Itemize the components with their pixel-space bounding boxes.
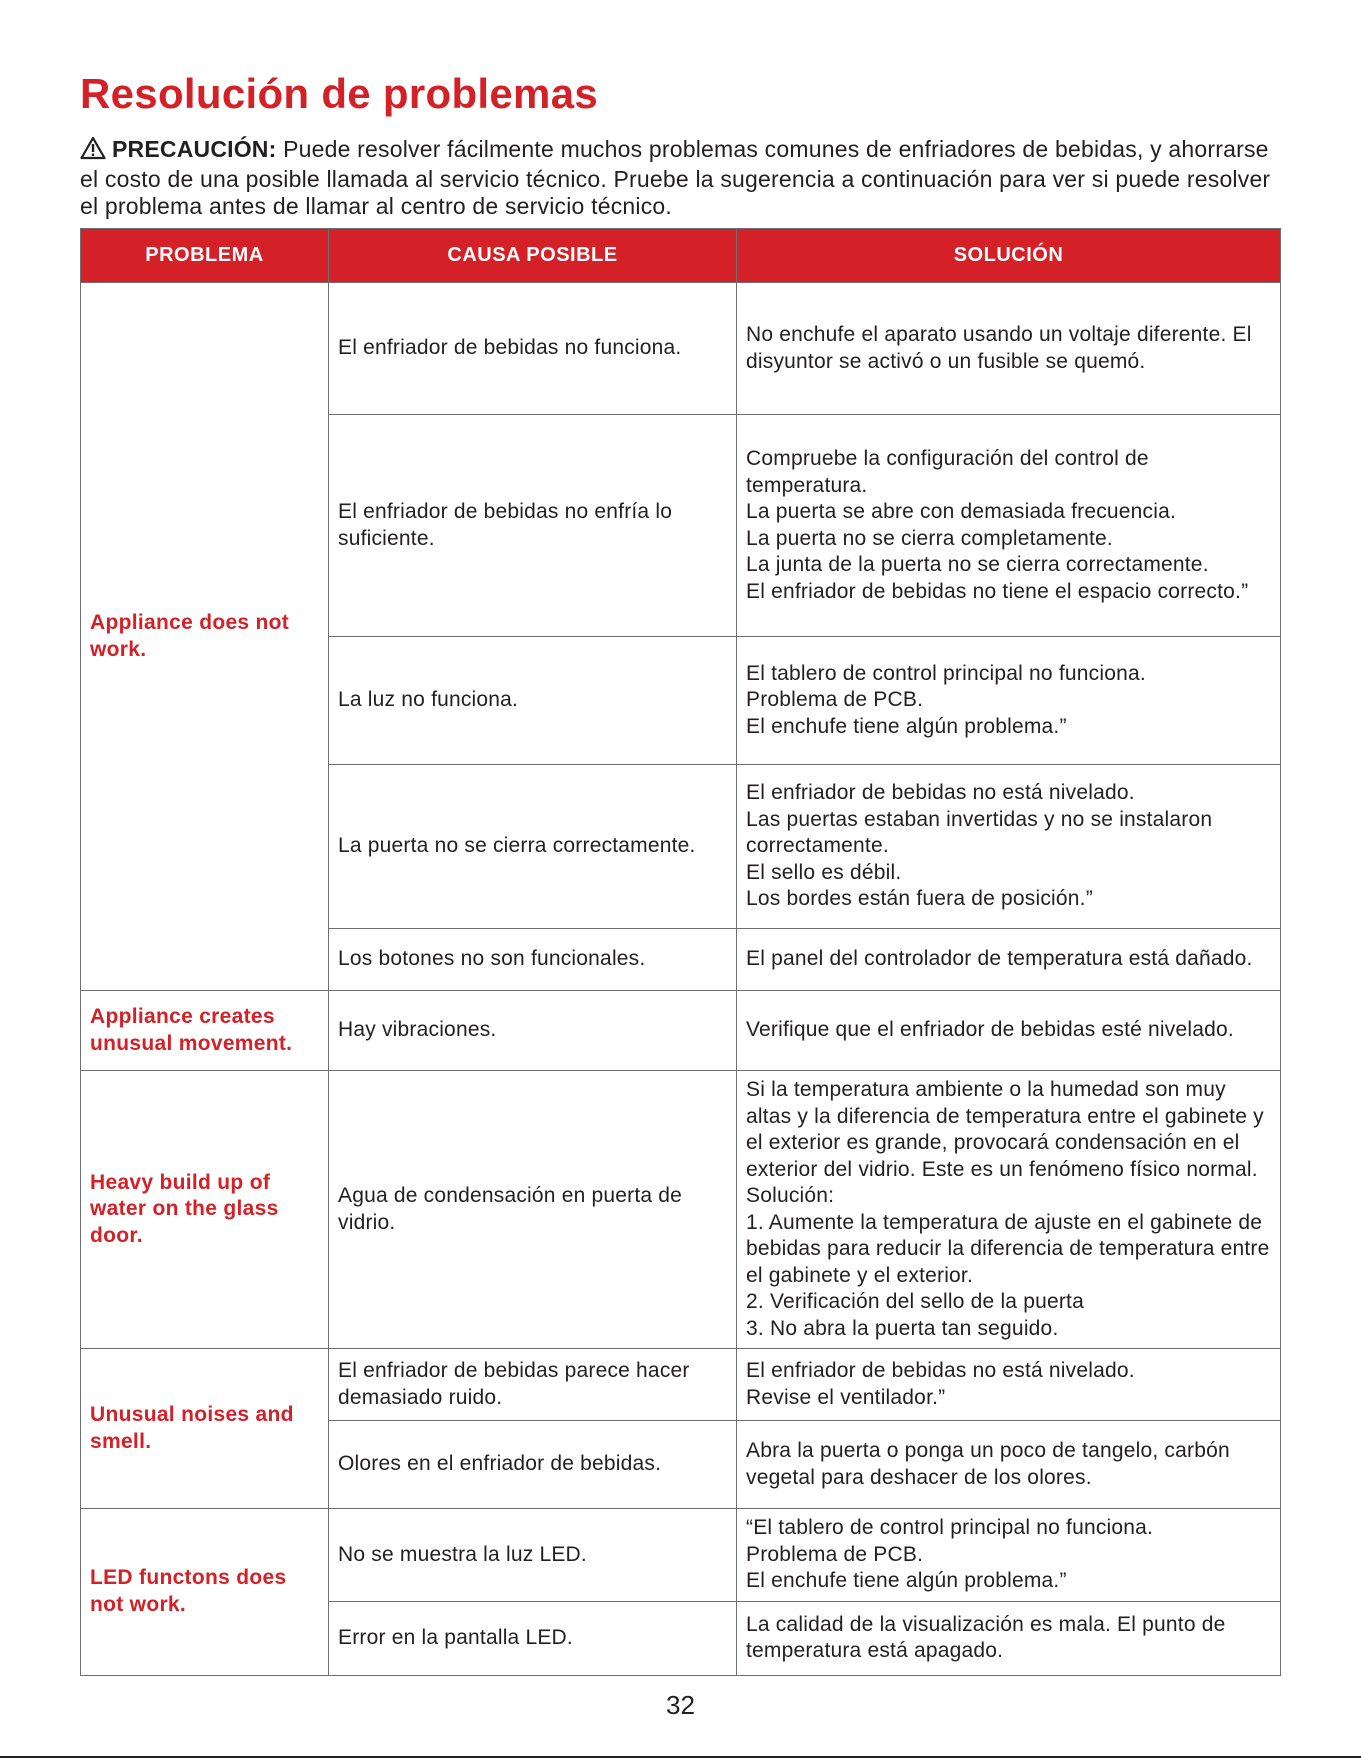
solution-line: El enfriador de bebidas no está nivelado.: [746, 1359, 1135, 1382]
solution-line: El sello es débil.: [746, 860, 902, 884]
cause-cell: Olores en el enfriador de bebidas.: [329, 1421, 737, 1509]
table-row: [81, 283, 1281, 415]
solution-line: El enchufe tiene algún problema.”: [746, 714, 1067, 738]
cause-cell: Los botones no son funcionales.: [329, 929, 737, 991]
cause-cell: El enfriador de bebidas no funciona.: [329, 283, 737, 415]
solution-line: El enfriador de bebidas no está nivelado.: [746, 781, 1135, 805]
warning-triangle-icon: [80, 136, 106, 166]
problem-cell: Appliance does not work.: [81, 283, 329, 991]
solution-cell: [737, 637, 1281, 765]
solution-line: 1. Aumente la temperatura de ajuste en el gabinete de bebidas para reducir la diferencia de temperatura entre el gabinete y el exterior.: [746, 1210, 1270, 1287]
solution-line: La calidad de la visualización es mala. El punto de temperatura está apagado.: [746, 1612, 1226, 1662]
solution-line: La junta de la puerta no se cierra correctamente.: [746, 553, 1209, 576]
caution-text: Puede resolver fácilmente muchos problemas comunes de enfriadores de bebidas, y ahorrarse el costo de una posible llamada al servicio técnico. Pruebe la sugerencia a continuación para ver si puede resolver el problema antes de llamar al centro de servicio técnico.: [80, 136, 1271, 219]
solution-line: Problema de PCB.: [746, 1542, 924, 1566]
table-row: [81, 1509, 1281, 1602]
solution-cell: [737, 415, 1281, 637]
solution-line: Revise el ventilador.”: [746, 1385, 946, 1409]
page-number: 32: [666, 1690, 695, 1720]
cause-cell: Error en la pantalla LED.: [329, 1601, 737, 1675]
cause-cell: Hay vibraciones.: [329, 991, 737, 1071]
solution-line: No enchufe el aparato usando un voltaje diferente. El disyuntor se activó o un fusible se quemó.: [746, 323, 1252, 373]
solution-line: 2. Verificación del sello de la puerta: [746, 1290, 1084, 1313]
caution-notice: [80, 136, 1280, 220]
table-row: [81, 1349, 1281, 1421]
cause-cell: El enfriador de bebidas parece hacer demasiado ruido.: [329, 1349, 737, 1421]
table-header-row: [81, 229, 1281, 283]
bottom-rule: [0, 1756, 1361, 1758]
cause-cell: Agua de condensación en puerta de vidrio.: [329, 1071, 737, 1349]
solution-cell: [737, 1071, 1281, 1349]
problem-cell: Heavy build up of water on the glass door.: [81, 1071, 329, 1349]
solution-line: La puerta no se cierra completamente.: [746, 526, 1113, 550]
cause-cell: El enfriador de bebidas no enfría lo suficiente.: [329, 415, 737, 637]
table-row: [81, 1071, 1281, 1349]
solution-line: El enfriador de bebidas no tiene el espacio correcto.”: [746, 579, 1249, 603]
troubleshooting-table: [80, 228, 1281, 1676]
solution-line: Las puertas estaban invertidas y no se instalaron correctamente.: [746, 807, 1213, 858]
header-problem: PROBLEMA: [81, 229, 329, 283]
solution-line: Si la temperatura ambiente o la humedad son muy altas y la diferencia de temperatura entre el gabinete y el exterior es grande, provocará condensación en el exterior del vidrio. Este es un fenómeno físico normal. Solución:: [746, 1078, 1264, 1207]
problem-cell: LED functons does not work.: [81, 1509, 329, 1676]
solution-cell: [737, 1601, 1281, 1675]
solution-line: 3. No abra la puerta tan seguido.: [746, 1316, 1059, 1340]
header-solution: SOLUCIÓN: [737, 229, 1281, 283]
solution-cell: [737, 1509, 1281, 1602]
solution-line: El tablero de control principal no funciona.: [746, 661, 1146, 685]
solution-line: Compruebe la configuración del control de temperatura.: [746, 447, 1149, 497]
table-row: [81, 991, 1281, 1071]
problem-cell: Appliance creates unusual movement.: [81, 991, 329, 1071]
header-cause: CAUSA POSIBLE: [329, 229, 737, 283]
solution-line: Abra la puerta o ponga un poco de tangelo, carbón vegetal para deshacer de los olores.: [746, 1439, 1230, 1489]
solution-cell: [737, 991, 1281, 1071]
cause-cell: No se muestra la luz LED.: [329, 1509, 737, 1602]
solution-line: La puerta se abre con demasiada frecuencia.: [746, 500, 1177, 523]
solution-cell: [737, 283, 1281, 415]
solution-line: Los bordes están fuera de posición.”: [746, 887, 1093, 911]
solution-line: Verifique que el enfriador de bebidas esté nivelado.: [746, 1018, 1234, 1042]
solution-cell: [737, 1349, 1281, 1421]
solution-line: “El tablero de control principal no funciona.: [746, 1516, 1154, 1539]
caution-label: PRECAUCIÓN:: [112, 136, 277, 162]
solution-line: El panel del controlador de temperatura está dañado.: [746, 947, 1253, 971]
problem-cell: Unusual noises and smell.: [81, 1349, 329, 1509]
page-title: Resolución de problemas: [80, 70, 599, 117]
cause-cell: La luz no funciona.: [329, 637, 737, 765]
solution-line: Problema de PCB.: [746, 688, 924, 712]
solution-cell: [737, 929, 1281, 991]
solution-line: El enchufe tiene algún problema.”: [746, 1569, 1067, 1592]
cause-cell: La puerta no se cierra correctamente.: [329, 765, 737, 929]
solution-cell: [737, 765, 1281, 929]
solution-cell: [737, 1421, 1281, 1509]
